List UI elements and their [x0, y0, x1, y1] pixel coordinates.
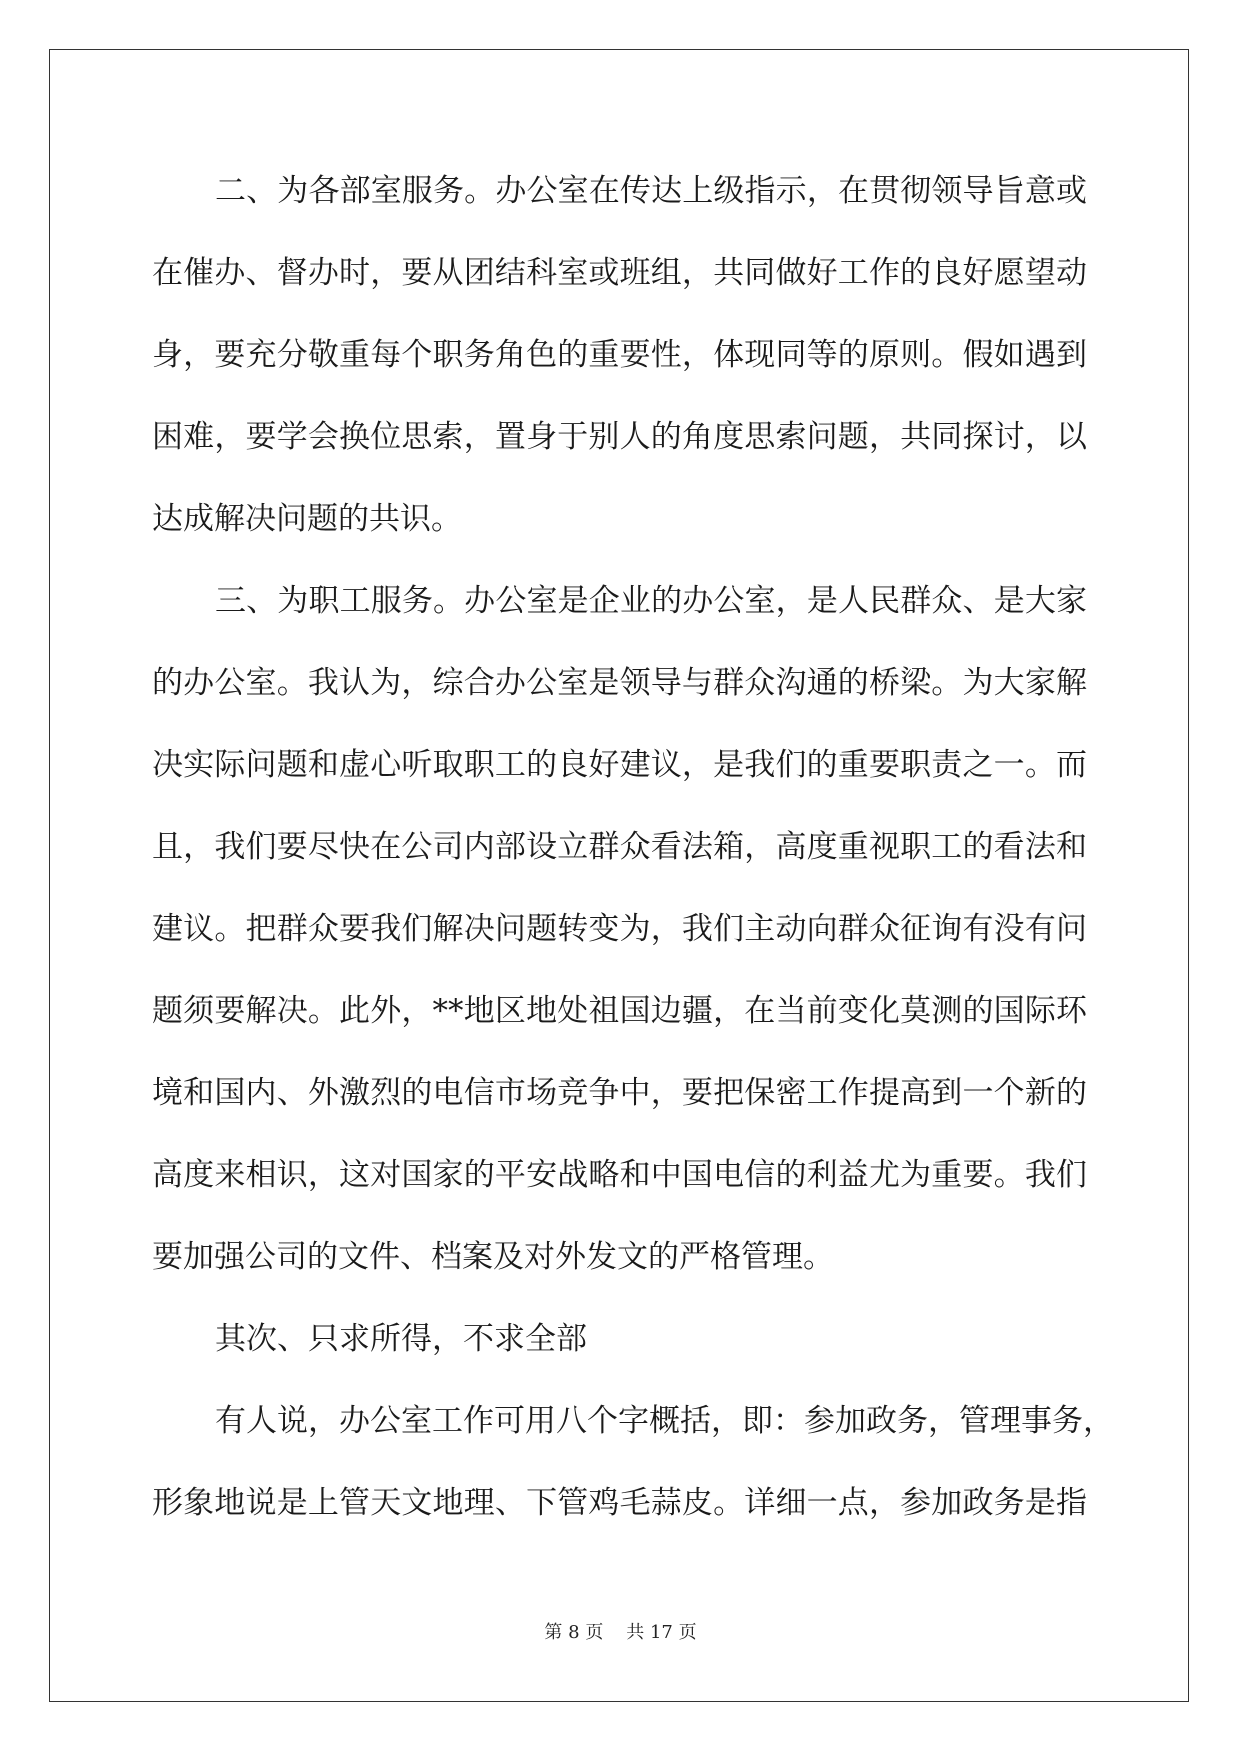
text-line: 二、为各部室服务。办公室在传达上级指示，在贯彻领导旨意或	[215, 173, 1087, 209]
text-line: 的办公室。我认为，综合办公室是领导与群众沟通的桥梁。为大家解	[152, 665, 1087, 701]
document-body	[152, 160, 1114, 1554]
text-line: 有人说，办公室工作可用八个字概括，即：参加政务，管理事务，	[215, 1403, 1114, 1439]
text-line: 且，我们要尽快在公司内部设立群众看法箱，高度重视职工的看法和	[152, 829, 1087, 865]
page-total: 共 17 页	[626, 1622, 697, 1643]
page-footer	[0, 1618, 1241, 1644]
text-line: 境和国内、外激烈的电信市场竞争中，要把保密工作提高到一个新的	[152, 1075, 1087, 1111]
text-line: 题须要解决。此外，**地区地处祖国边疆，在当前变化莫测的国际环	[152, 993, 1087, 1029]
text-line: 在催办、督办时，要从团结科室或班组，共同做好工作的良好愿望动	[152, 255, 1087, 291]
text-line: 决实际问题和虚心听取职工的良好建议，是我们的重要职责之一。而	[152, 747, 1087, 783]
text-line: 形象地说是上管天文地理、下管鸡毛蒜皮。详细一点，参加政务是指	[152, 1485, 1087, 1521]
text-line: 身，要充分敬重每个职务角色的重要性，体现同等的原则。假如遇到	[152, 337, 1087, 373]
text-line: 困难，要学会换位思索，置身于别人的角度思索问题，共同探讨，以	[152, 419, 1087, 455]
text-line: 高度来相识，这对国家的平安战略和中国电信的利益尤为重要。我们	[152, 1157, 1087, 1193]
footer-spacer	[603, 1622, 626, 1643]
page-number: 第 8 页	[544, 1622, 604, 1643]
text-line: 达成解决问题的共识。	[152, 501, 462, 537]
text-line: 建议。把群众要我们解决问题转变为，我们主动向群众征询有没有问	[152, 911, 1087, 947]
text-line: 要加强公司的文件、档案及对外发文的严格管理。	[152, 1239, 834, 1275]
text-line: 三、为职工服务。办公室是企业的办公室，是人民群众、是大家	[215, 583, 1087, 619]
text-line: 其次、只求所得，不求全部	[215, 1321, 587, 1357]
